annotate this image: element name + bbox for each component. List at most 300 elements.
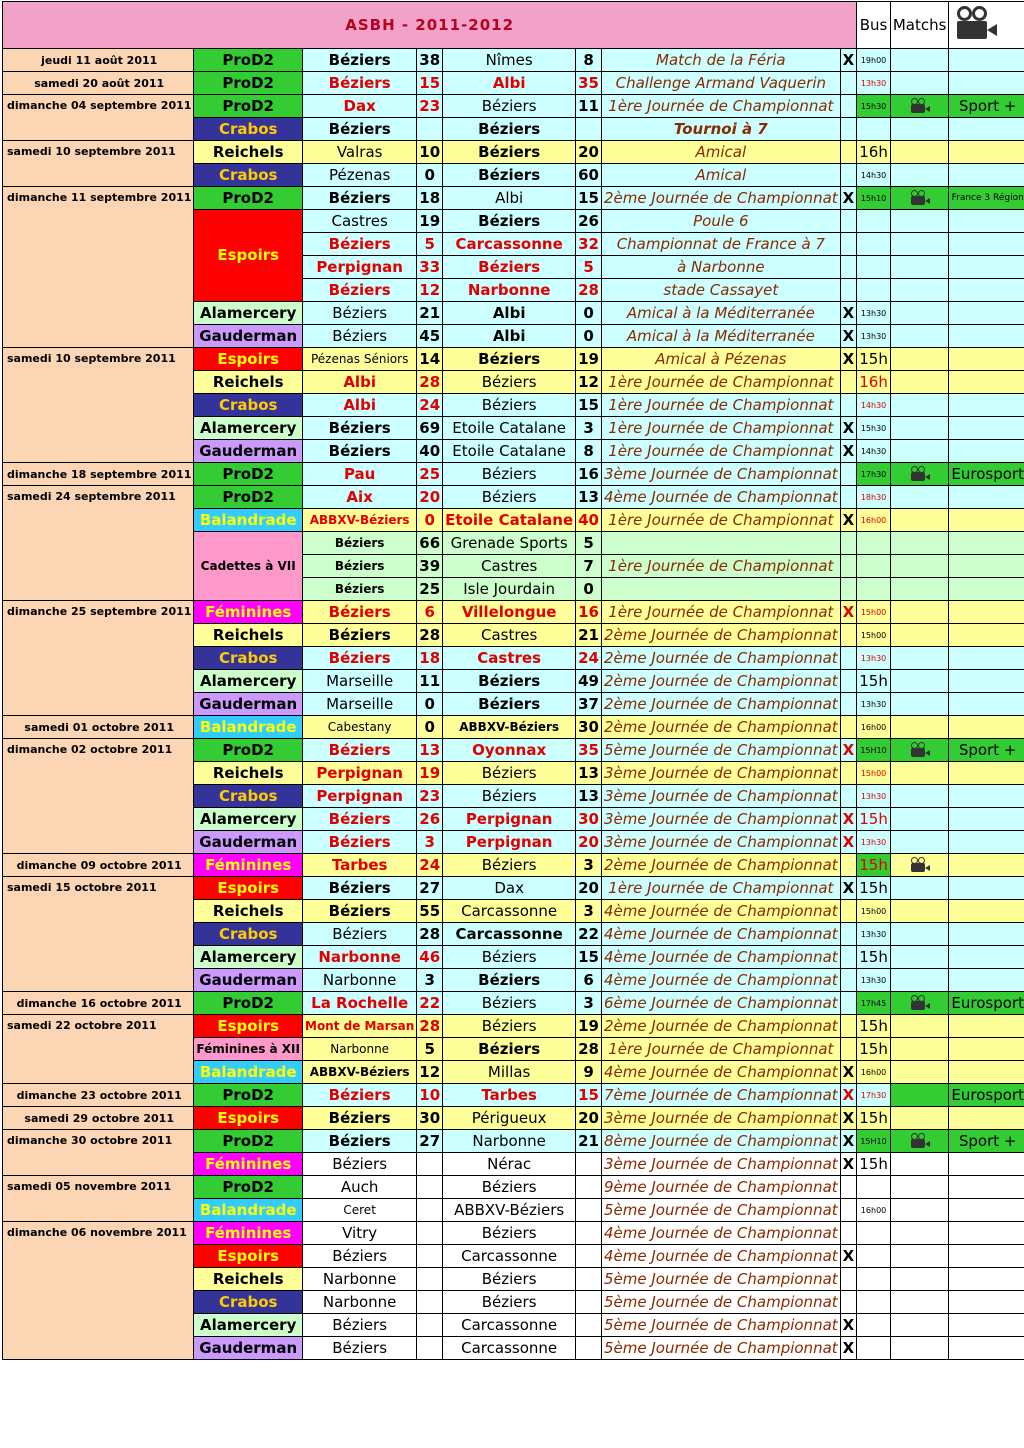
table-row — [3, 49, 1024, 72]
home-team: Valras — [303, 141, 417, 164]
table-row — [3, 1130, 1024, 1153]
bus-cell — [840, 762, 857, 785]
home-score — [417, 1176, 443, 1199]
away-team: Nérac — [443, 1153, 576, 1176]
table-row — [3, 739, 1024, 762]
home-score: 24 — [417, 394, 443, 417]
team-cell: Alamercery — [194, 1314, 303, 1337]
home-team: Marseille — [303, 670, 417, 693]
match-time — [857, 210, 891, 233]
home-score: 25 — [417, 578, 443, 601]
away-score: 15 — [576, 1084, 602, 1107]
team-cell: Balandrade — [194, 716, 303, 739]
away-score: 30 — [576, 716, 602, 739]
tv-camera-cell — [890, 1245, 949, 1268]
away-team: Villelongue — [443, 601, 576, 624]
tv-channel: Sport + — [949, 739, 1024, 762]
match-time: 15h10 — [857, 187, 891, 210]
home-score: 23 — [417, 785, 443, 808]
tv-channel — [949, 118, 1024, 141]
table-row — [3, 72, 1024, 95]
table-row — [3, 854, 1024, 877]
bus-cell: X — [840, 509, 857, 532]
tv-channel — [949, 532, 1024, 555]
home-team: Béziers — [303, 1130, 417, 1153]
away-team: Grenade Sports — [443, 532, 576, 555]
away-score — [576, 1199, 602, 1222]
tv-camera-cell — [890, 555, 949, 578]
match-time: 14h30 — [857, 164, 891, 187]
team-cell: Gauderman — [194, 693, 303, 716]
away-team: Etoile Catalane — [443, 417, 576, 440]
home-score: 40 — [417, 440, 443, 463]
team-cell: Crabos — [194, 647, 303, 670]
home-team: Perpignan — [303, 785, 417, 808]
bus-cell — [840, 900, 857, 923]
home-team: Béziers — [303, 187, 417, 210]
home-score: 28 — [417, 1015, 443, 1038]
camera-icon — [909, 466, 931, 482]
tv-channel — [949, 831, 1024, 854]
tv-camera-cell — [890, 118, 949, 141]
tv-camera-cell — [890, 1268, 949, 1291]
away-team: Béziers — [443, 946, 576, 969]
away-team: Dax — [443, 877, 576, 900]
bus-cell: X — [840, 1084, 857, 1107]
team-cell: ProD2 — [194, 992, 303, 1015]
home-team: Cabestany — [303, 716, 417, 739]
away-score: 11 — [576, 95, 602, 118]
away-team: Etoile Catalane — [443, 440, 576, 463]
tv-channel — [949, 854, 1024, 877]
away-score: 15 — [576, 946, 602, 969]
bus-cell: X — [840, 1107, 857, 1130]
match-time — [857, 118, 891, 141]
away-team: Périgueux — [443, 1107, 576, 1130]
bus-cell: X — [840, 187, 857, 210]
camera-icon — [909, 742, 931, 758]
away-score: 19 — [576, 348, 602, 371]
away-team: Béziers — [443, 141, 576, 164]
info-cell: 2ème Journée de Championnat — [602, 670, 841, 693]
tv-camera-cell — [890, 1038, 949, 1061]
match-time: 16h00 — [857, 1061, 891, 1084]
tv-camera-cell — [890, 95, 949, 118]
match-time — [857, 1337, 891, 1360]
table-row — [3, 95, 1024, 118]
home-score: 45 — [417, 325, 443, 348]
match-time: 15h — [857, 670, 891, 693]
tv-camera-cell — [890, 1291, 949, 1314]
date-cell: samedi 10 septembre 2011 — [3, 348, 194, 463]
tv-channel — [949, 440, 1024, 463]
away-team: Albi — [443, 187, 576, 210]
home-team: Béziers — [303, 72, 417, 95]
away-team: Béziers — [443, 992, 576, 1015]
table-row — [3, 1107, 1024, 1130]
tv-camera-cell — [890, 762, 949, 785]
info-cell: 4ème Journée de Championnat — [602, 1245, 841, 1268]
tv-channel — [949, 417, 1024, 440]
away-team: Béziers — [443, 969, 576, 992]
home-team: Béziers — [303, 1107, 417, 1130]
bus-cell — [840, 716, 857, 739]
table-row — [3, 348, 1024, 371]
home-score: 12 — [417, 1061, 443, 1084]
date-cell: samedi 29 octobre 2011 — [3, 1107, 194, 1130]
home-score: 21 — [417, 302, 443, 325]
table-row — [3, 187, 1024, 210]
tv-channel — [949, 716, 1024, 739]
tv-channel — [949, 1153, 1024, 1176]
tv-camera-cell — [890, 831, 949, 854]
team-cell: Féminines — [194, 854, 303, 877]
tv-camera-cell — [890, 325, 949, 348]
match-time: 13h30 — [857, 969, 891, 992]
home-team: Dax — [303, 95, 417, 118]
away-score: 13 — [576, 785, 602, 808]
table-row — [3, 141, 1024, 164]
info-cell: 2ème Journée de Championnat — [602, 716, 841, 739]
bus-cell — [840, 1015, 857, 1038]
info-cell: 4ème Journée de Championnat — [602, 486, 841, 509]
tv-camera-cell — [890, 233, 949, 256]
date-cell: dimanche 16 octobre 2011 — [3, 992, 194, 1015]
bus-cell: X — [840, 440, 857, 463]
tv-camera-cell — [890, 1061, 949, 1084]
match-time: 15h — [857, 877, 891, 900]
match-time: 15h00 — [857, 900, 891, 923]
tv-channel — [949, 1291, 1024, 1314]
team-cell: Espoirs — [194, 348, 303, 371]
match-time: 15h — [857, 1107, 891, 1130]
away-score: 0 — [576, 302, 602, 325]
tv-camera-cell — [890, 256, 949, 279]
away-score: 15 — [576, 187, 602, 210]
tv-camera-cell — [890, 808, 949, 831]
tv-channel — [949, 578, 1024, 601]
match-time: 13h30 — [857, 325, 891, 348]
away-score — [576, 1153, 602, 1176]
info-cell: 1ère Journée de Championnat — [602, 417, 841, 440]
tv-channel — [949, 601, 1024, 624]
home-team: Albi — [303, 394, 417, 417]
table-row — [3, 1084, 1024, 1107]
camera-icon — [909, 98, 931, 114]
team-cell: Reichels — [194, 624, 303, 647]
away-team: ABBXV-Béziers — [443, 716, 576, 739]
info-cell: 5ème Journée de Championnat — [602, 1199, 841, 1222]
tv-channel — [949, 762, 1024, 785]
bus-cell: X — [840, 601, 857, 624]
tv-camera-cell — [890, 509, 949, 532]
team-cell: Crabos — [194, 785, 303, 808]
tv-channel — [949, 555, 1024, 578]
bus-cell — [840, 486, 857, 509]
tv-channel — [949, 371, 1024, 394]
home-team: Béziers — [303, 900, 417, 923]
away-score: 40 — [576, 509, 602, 532]
match-time — [857, 1291, 891, 1314]
home-team: Béziers — [303, 647, 417, 670]
date-cell: jeudi 11 août 2011 — [3, 49, 194, 72]
home-team: Béziers — [303, 877, 417, 900]
tv-channel — [949, 1176, 1024, 1199]
home-score: 18 — [417, 187, 443, 210]
away-team: Béziers — [443, 1038, 576, 1061]
away-score: 3 — [576, 854, 602, 877]
away-team: Castres — [443, 555, 576, 578]
bus-cell — [840, 992, 857, 1015]
team-cell: Alamercery — [194, 302, 303, 325]
bus-cell — [840, 624, 857, 647]
match-time: 18h30 — [857, 486, 891, 509]
home-team: Béziers — [303, 578, 417, 601]
home-team: Béziers — [303, 233, 417, 256]
tv-camera-cell — [890, 72, 949, 95]
bus-cell: X — [840, 1061, 857, 1084]
tv-camera-cell — [890, 969, 949, 992]
match-time — [857, 532, 891, 555]
home-team: Pau — [303, 463, 417, 486]
team-cell: Reichels — [194, 762, 303, 785]
info-cell: 1ère Journée de Championnat — [602, 601, 841, 624]
match-time: 15H10 — [857, 739, 891, 762]
tv-camera-cell — [890, 279, 949, 302]
team-cell: Gauderman — [194, 440, 303, 463]
home-team: Béziers — [303, 49, 417, 72]
match-time — [857, 1176, 891, 1199]
bus-cell — [840, 555, 857, 578]
table-row — [3, 992, 1024, 1015]
info-cell: 6ème Journée de Championnat — [602, 992, 841, 1015]
away-score: 3 — [576, 417, 602, 440]
away-team: Béziers — [443, 762, 576, 785]
tv-camera-cell — [890, 371, 949, 394]
bus-cell: X — [840, 808, 857, 831]
tv-channel — [949, 808, 1024, 831]
tv-camera-cell — [890, 164, 949, 187]
bus-cell — [840, 1176, 857, 1199]
match-time: 15h00 — [857, 624, 891, 647]
home-team: Béziers — [303, 118, 417, 141]
info-cell: stade Cassayet — [602, 279, 841, 302]
schedule-table — [2, 1, 1024, 1360]
match-time: 15h — [857, 1038, 891, 1061]
home-team: Béziers — [303, 1153, 417, 1176]
away-score — [576, 1291, 602, 1314]
home-team: Pézenas — [303, 164, 417, 187]
bus-cell — [840, 1199, 857, 1222]
info-cell: 5ème Journée de Championnat — [602, 1291, 841, 1314]
bus-cell — [840, 532, 857, 555]
away-team: Tarbes — [443, 1084, 576, 1107]
home-team: Narbonne — [303, 1291, 417, 1314]
home-team: Auch — [303, 1176, 417, 1199]
info-cell: Match de la Féria — [602, 49, 841, 72]
bus-cell — [840, 969, 857, 992]
away-score: 32 — [576, 233, 602, 256]
info-cell: 3ème Journée de Championnat — [602, 785, 841, 808]
tv-camera-cell — [890, 440, 949, 463]
away-score: 20 — [576, 831, 602, 854]
home-team: Béziers — [303, 417, 417, 440]
away-score: 22 — [576, 923, 602, 946]
away-team: Castres — [443, 647, 576, 670]
team-cell: Balandrade — [194, 1061, 303, 1084]
info-cell: Amical à la Méditerranée — [602, 325, 841, 348]
home-score: 3 — [417, 831, 443, 854]
home-score — [417, 1222, 443, 1245]
date-cell: samedi 05 novembre 2011 — [3, 1176, 194, 1222]
away-team: Carcassonne — [443, 233, 576, 256]
home-score: 12 — [417, 279, 443, 302]
away-team: Béziers — [443, 371, 576, 394]
away-score — [576, 118, 602, 141]
camera-icon — [909, 1133, 931, 1149]
tv-camera-cell — [890, 49, 949, 72]
away-team: Béziers — [443, 348, 576, 371]
home-team: Béziers — [303, 279, 417, 302]
match-time: 15h — [857, 1153, 891, 1176]
date-cell: dimanche 04 septembre 2011 — [3, 95, 194, 141]
date-cell: dimanche 30 octobre 2011 — [3, 1130, 194, 1176]
home-score: 66 — [417, 532, 443, 555]
home-score — [417, 1268, 443, 1291]
schedule-sheet — [2, 1, 1024, 1360]
home-team: Béziers — [303, 1337, 417, 1360]
tv-header — [949, 2, 1024, 49]
table-row — [3, 877, 1024, 900]
home-team: Narbonne — [303, 969, 417, 992]
away-team: Carcassonne — [443, 1245, 576, 1268]
tv-camera-cell — [890, 1107, 949, 1130]
date-cell: samedi 01 octobre 2011 — [3, 716, 194, 739]
home-team: Narbonne — [303, 1038, 417, 1061]
match-time: 13h30 — [857, 923, 891, 946]
tv-camera-cell — [890, 739, 949, 762]
tv-camera-cell — [890, 348, 949, 371]
tv-channel — [949, 348, 1024, 371]
away-team: Béziers — [443, 256, 576, 279]
bus-cell — [840, 371, 857, 394]
tv-channel — [949, 969, 1024, 992]
home-team: Béziers — [303, 532, 417, 555]
bus-cell: X — [840, 1245, 857, 1268]
tv-camera-cell — [890, 900, 949, 923]
tv-channel — [949, 1199, 1024, 1222]
bus-cell — [840, 1291, 857, 1314]
team-cell: Gauderman — [194, 831, 303, 854]
home-team: Perpignan — [303, 762, 417, 785]
away-score — [576, 1245, 602, 1268]
away-team: Narbonne — [443, 279, 576, 302]
team-cell: ProD2 — [194, 49, 303, 72]
away-team: Béziers — [443, 1268, 576, 1291]
info-cell: 8ème Journée de Championnat — [602, 1130, 841, 1153]
match-time: 17h30 — [857, 463, 891, 486]
match-time — [857, 1314, 891, 1337]
match-time: 15h — [857, 1015, 891, 1038]
away-score: 16 — [576, 463, 602, 486]
away-team: Albi — [443, 325, 576, 348]
tv-camera-cell — [890, 187, 949, 210]
home-score: 0 — [417, 693, 443, 716]
home-score: 33 — [417, 256, 443, 279]
bus-cell — [840, 1038, 857, 1061]
info-cell: 4ème Journée de Championnat — [602, 1222, 841, 1245]
table-row — [3, 463, 1024, 486]
match-time: 19h00 — [857, 49, 891, 72]
home-team: Béziers — [303, 739, 417, 762]
bus-cell — [840, 279, 857, 302]
match-time — [857, 555, 891, 578]
tv-camera-cell — [890, 210, 949, 233]
table-row — [3, 486, 1024, 509]
match-time: 15h — [857, 946, 891, 969]
bus-cell: X — [840, 1153, 857, 1176]
home-score — [417, 118, 443, 141]
tv-channel — [949, 1314, 1024, 1337]
away-team: Millas — [443, 1061, 576, 1084]
home-team: Albi — [303, 371, 417, 394]
team-cell: Reichels — [194, 1268, 303, 1291]
bus-cell: X — [840, 417, 857, 440]
info-cell: Challenge Armand Vaquerin — [602, 72, 841, 95]
away-team: Béziers — [443, 693, 576, 716]
away-score: 35 — [576, 739, 602, 762]
date-cell: dimanche 18 septembre 2011 — [3, 463, 194, 486]
away-score — [576, 1176, 602, 1199]
away-team: Oyonnax — [443, 739, 576, 762]
team-cell: Féminines — [194, 1153, 303, 1176]
home-score: 0 — [417, 716, 443, 739]
tv-channel — [949, 923, 1024, 946]
home-team: Béziers — [303, 808, 417, 831]
tv-camera-cell — [890, 1199, 949, 1222]
team-cell: Reichels — [194, 371, 303, 394]
tv-channel: Eurosport — [949, 463, 1024, 486]
match-time: 14h30 — [857, 440, 891, 463]
bus-cell: X — [840, 1314, 857, 1337]
home-score: 5 — [417, 1038, 443, 1061]
home-score: 28 — [417, 624, 443, 647]
tv-channel: Sport + — [949, 1130, 1024, 1153]
home-team: Béziers — [303, 325, 417, 348]
team-cell: ProD2 — [194, 1130, 303, 1153]
team-cell: Gauderman — [194, 325, 303, 348]
team-cell: Crabos — [194, 923, 303, 946]
camera-icon — [909, 995, 931, 1011]
away-team: Béziers — [443, 118, 576, 141]
tv-camera-cell — [890, 1015, 949, 1038]
team-cell: Féminines à XII — [194, 1038, 303, 1061]
info-cell: 7ème Journée de Championnat — [602, 1084, 841, 1107]
home-score: 23 — [417, 95, 443, 118]
home-score: 30 — [417, 1107, 443, 1130]
team-cell: ProD2 — [194, 187, 303, 210]
match-time: 16h00 — [857, 1199, 891, 1222]
team-cell: Alamercery — [194, 417, 303, 440]
team-cell: ProD2 — [194, 72, 303, 95]
bus-cell: X — [840, 877, 857, 900]
info-cell: 1ère Journée de Championnat — [602, 509, 841, 532]
away-score: 13 — [576, 486, 602, 509]
tv-channel — [949, 325, 1024, 348]
info-cell: 1ère Journée de Championnat — [602, 440, 841, 463]
info-cell: Championnat de France à 7 — [602, 233, 841, 256]
away-score — [576, 1337, 602, 1360]
